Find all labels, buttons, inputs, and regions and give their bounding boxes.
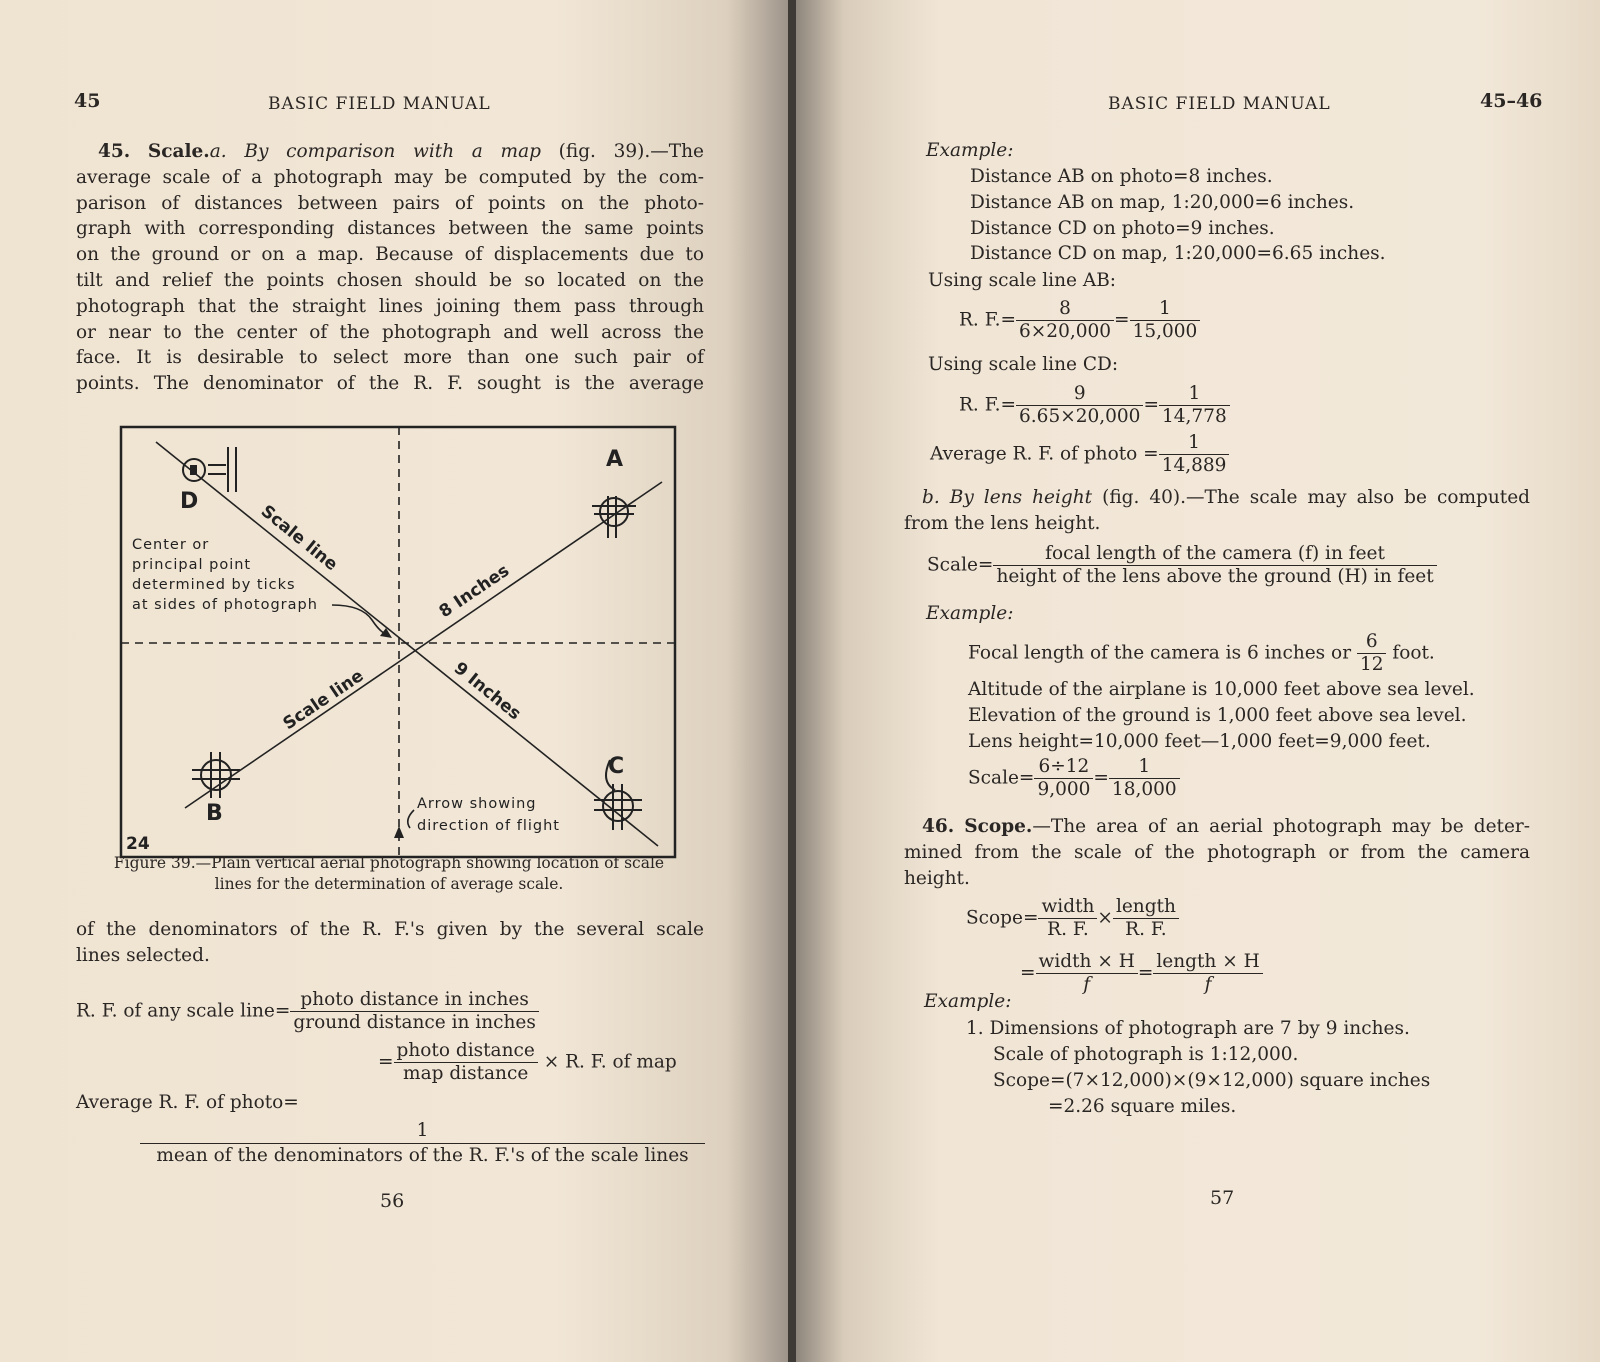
rf-map-suffix: × R. F. of map <box>543 1051 677 1073</box>
example-3-line-1: 1. Dimensions of photograph are 7 by 9 inches. <box>966 1018 1410 1039</box>
rf-ab-result-numerator: 1 <box>1130 298 1201 321</box>
scope-width-numerator: width <box>1038 896 1097 919</box>
label-b: B <box>206 801 223 826</box>
rf-ab-result <box>1130 298 1201 343</box>
scope-height-length-denominator: f <box>1204 974 1212 995</box>
label-c: C <box>608 754 625 779</box>
rf-ab-denominator: 6×20,000 <box>1019 321 1112 342</box>
example-1-line: Distance AB on map, 1:20,000=6 inches. <box>970 191 1355 213</box>
example-1-line: Distance CD on map, 1:20,000=6.65 inches. <box>970 243 1386 265</box>
para45-line: or near to the center of the photograph and well across the <box>76 321 704 343</box>
para45-line: parison of distances between pairs of points on the photo- <box>76 192 704 214</box>
para46-first-line <box>904 814 1530 840</box>
scale-example-label: Scale= <box>968 767 1035 789</box>
para46-line: mined from the scale of the photograph or from the camera <box>904 841 1530 863</box>
scale-lens-numerator: focal length of the camera (f) in feet <box>993 543 1436 566</box>
para-b-rest: (fig. 40).—The scale may also be computed <box>1092 487 1530 508</box>
left-page-ref: 45 <box>74 90 101 112</box>
focal-length-line <box>968 631 1435 676</box>
paragraph-45 <box>76 139 704 397</box>
scope-height-width-fraction <box>1036 951 1138 996</box>
para45-sub-a: a. By comparison with a map <box>209 141 541 162</box>
scale-lens-fraction <box>993 543 1436 588</box>
scale-lens-equation <box>927 543 1437 588</box>
rf-any-label: R. F. of any scale line= <box>76 1000 291 1022</box>
using-cd-label: Using scale line CD: <box>928 354 1119 375</box>
left-running-header: BASIC FIELD MANUAL <box>268 94 491 114</box>
scale-example-result-denominator: 18,000 <box>1111 779 1177 800</box>
scope-times: × <box>1097 907 1113 929</box>
scale-line-ab <box>185 482 662 808</box>
paragraph-46 <box>904 814 1530 891</box>
scope-length-denominator: R. F. <box>1125 919 1167 940</box>
para45-line: average scale of a photograph may be computed by the com- <box>76 166 704 188</box>
focal-numerator: 6 <box>1357 631 1387 654</box>
scope-height-equation: = $\frac{\text{width × H}}{f}$ = $\frac{\text{length × H}}{f}$ <box>1020 951 1263 996</box>
avg-rf-denominator: mean of the denominators of the R. F.'s of the scale lines <box>156 1145 689 1166</box>
scope-label: Scope= <box>966 907 1039 929</box>
right-running-header: BASIC FIELD MANUAL <box>1108 94 1331 114</box>
rf-cd-denominator: 6.65×20,000 <box>1019 406 1141 427</box>
rf-any-fraction <box>290 989 538 1034</box>
using-ab-label: Using scale line AB: <box>928 270 1117 291</box>
avg-rf-photo-label: Average R. F. of photo = <box>930 443 1159 465</box>
rf-cd-result-denominator: 14,778 <box>1161 406 1227 427</box>
rf-cd-result-numerator: 1 <box>1159 383 1230 406</box>
para-b-title: b. By lens height <box>922 487 1093 508</box>
example-2-title: Example: <box>926 603 1014 624</box>
para46-rest: —The area of an aerial photograph may be deter- <box>1032 816 1530 837</box>
rf-cd-label: R. F.= <box>959 394 1017 416</box>
para45-line: on the ground or on a map. Because of displacements due to <box>76 244 704 266</box>
label-d: D <box>180 489 199 514</box>
example-3-line-2: Scale of photograph is 1:12,000. <box>993 1044 1299 1065</box>
para45-title: Scale. <box>147 141 210 162</box>
para45-line: graph with corresponding distances between the same points <box>76 218 704 240</box>
eight-inches-label: 8 Inches <box>435 560 514 623</box>
caption-line: Figure 39.—Plain vertical aerial photograph showing location of scale <box>113 854 665 872</box>
example-1-title: Example: <box>926 140 1014 161</box>
focal-length-fraction <box>1357 631 1387 676</box>
rf-map-denominator: map distance <box>403 1063 529 1084</box>
avg-rf-label: Average R. F. of photo= <box>76 1092 299 1113</box>
example-1-line: Distance AB on photo=8 inches. <box>970 166 1273 187</box>
example-3-line-4: =2.26 square miles. <box>1048 1096 1237 1117</box>
para-b-line: from the lens height. <box>904 512 1101 534</box>
para45-line: tilt and relief the points chosen should be so located on the <box>76 269 704 291</box>
rf-map-fraction <box>394 1040 538 1085</box>
scale-lens-denominator: height of the lens above the ground (H) in feet <box>996 566 1434 587</box>
arrow-note-line: Arrow showing <box>417 796 537 812</box>
rf-ab-fraction <box>1016 298 1114 343</box>
photo-number: 24 <box>126 834 150 854</box>
point-a-symbol <box>592 496 636 538</box>
avg-rf-photo-equation <box>930 432 1229 477</box>
scope-width-denominator: R. F. <box>1047 919 1089 940</box>
focal-length-text: Focal length of the camera is 6 inches or <box>968 642 1352 664</box>
center-note-line: determined by ticks <box>132 577 296 593</box>
scope-length-numerator: length <box>1113 896 1179 919</box>
caption-line: lines for the determination of average scale. <box>214 875 564 893</box>
example-3-line-3: Scope=(7×12,000)×(9×12,000) square inches <box>993 1070 1431 1091</box>
avg-rf-photo-denominator: 14,889 <box>1161 455 1227 476</box>
scale-line-label-lower: Scale line <box>279 665 368 735</box>
flight-direction-arrowhead <box>394 826 404 838</box>
avg-rf-photo-numerator: 1 <box>1159 432 1230 455</box>
right-page <box>796 0 1600 1362</box>
left-page <box>0 0 790 1362</box>
rf-ab-label: R. F.= <box>959 309 1017 331</box>
scope-height-length-numerator: length × H <box>1153 951 1262 974</box>
rf-ab-numerator: 8 <box>1016 298 1114 321</box>
center-pointer-arrow <box>332 605 386 634</box>
right-page-number: 57 <box>1210 1187 1235 1209</box>
para46-line: height. <box>904 867 970 889</box>
avg-rf-numerator: 1 <box>140 1119 705 1144</box>
para45-line: face. It is desirable to select more than one such pair of <box>76 347 704 369</box>
after-figure-text <box>76 917 704 969</box>
rf-map-equals: = <box>378 1051 394 1073</box>
focal-length-end: foot. <box>1392 642 1435 664</box>
figure-39-diagram <box>110 410 685 865</box>
rf-map-equation <box>378 1040 677 1085</box>
rf-cd-numerator: 9 <box>1016 383 1143 406</box>
center-note-line: Center or <box>132 537 210 553</box>
scope-equation <box>966 896 1179 941</box>
scale-example-result <box>1109 756 1180 801</box>
left-page-number: 56 <box>380 1190 405 1212</box>
para45-fig-ref: (fig. 39).—The <box>558 141 704 162</box>
para45-first-line <box>76 139 704 165</box>
example-2-lines <box>968 677 1475 754</box>
avg-rf-photo-fraction <box>1159 432 1230 477</box>
rf-cd-result <box>1159 383 1230 428</box>
rf-ab-result-denominator: 15,000 <box>1132 321 1198 342</box>
focal-denominator: 12 <box>1359 654 1384 675</box>
scale-lens-label: Scale= <box>927 554 994 576</box>
right-page-ref: 45–46 <box>1480 90 1543 112</box>
example-3-title: Example: <box>924 991 1012 1012</box>
rf-map-numerator: photo distance <box>394 1040 538 1063</box>
scale-line-dc <box>156 442 658 846</box>
label-a: A <box>606 447 624 472</box>
arrow-note-line: direction of flight <box>417 818 560 834</box>
elevation-line: Elevation of the ground is 1,000 feet above sea level. <box>968 704 1467 726</box>
center-note-line: principal point <box>132 557 252 573</box>
para45-line: points. The denominator of the R. F. sought is the average <box>76 373 704 395</box>
scale-example-fraction <box>1034 756 1093 801</box>
rf-ab-equation: R. F.= $\frac{8}{6\times 20,000}$ = $\frac{1}{15,000}$ <box>959 298 1200 343</box>
paragraph-b <box>904 485 1530 537</box>
rf-any-equation <box>76 989 539 1034</box>
example-1-line: Distance CD on photo=9 inches. <box>970 217 1275 239</box>
flight-direction-squiggle <box>408 810 414 828</box>
para45-line: photograph that the straight lines joining them pass through <box>76 295 704 317</box>
rf-cd-equation: R. F.= $\frac{9}{6.65\times 20,000}$ = $\frac{1}{14,778}$ <box>959 383 1230 428</box>
after-figure-line: of the denominators of the R. F.'s given by the several scale <box>76 919 704 940</box>
scope-width-fraction <box>1038 896 1097 941</box>
para46-title: Scope. <box>964 816 1033 837</box>
scope-height-length-fraction <box>1153 951 1262 996</box>
altitude-line: Altitude of the airplane is 10,000 feet above sea level. <box>968 679 1475 700</box>
scope-height-equals: = <box>1020 962 1036 984</box>
scope-length-fraction <box>1113 896 1179 941</box>
example-1-lines <box>970 164 1386 267</box>
rf-any-denominator: ground distance in inches <box>293 1012 536 1033</box>
rf-cd-fraction <box>1016 383 1143 428</box>
para46-number: 46. <box>922 816 955 837</box>
scale-example-denominator: 9,000 <box>1037 779 1091 800</box>
nine-inches-label: 9 Inches <box>449 658 525 725</box>
scale-example-result-numerator: 1 <box>1109 756 1180 779</box>
center-note-line: at sides of photograph <box>132 597 318 613</box>
rf-any-numerator: photo distance in inches <box>290 989 538 1012</box>
scope-height-width-numerator: width × H <box>1036 951 1138 974</box>
avg-rf-fraction <box>140 1119 705 1168</box>
para45-number: 45. <box>98 141 131 162</box>
lens-height-line: Lens height=10,000 feet—1,000 feet=9,000 feet. <box>968 730 1431 752</box>
scale-line-label-upper: Scale line <box>256 501 342 576</box>
scale-example-numerator: 6÷12 <box>1034 756 1093 779</box>
scale-example-equation: Scale= $\frac{6\div 12}{9,000}$ = $\frac{1}{18,000}$ <box>968 756 1180 801</box>
after-figure-line: lines selected. <box>76 944 210 966</box>
scope-height-width-denominator: f <box>1083 974 1091 995</box>
para-b-first-line <box>904 485 1530 511</box>
figure-39-caption <box>74 853 704 895</box>
